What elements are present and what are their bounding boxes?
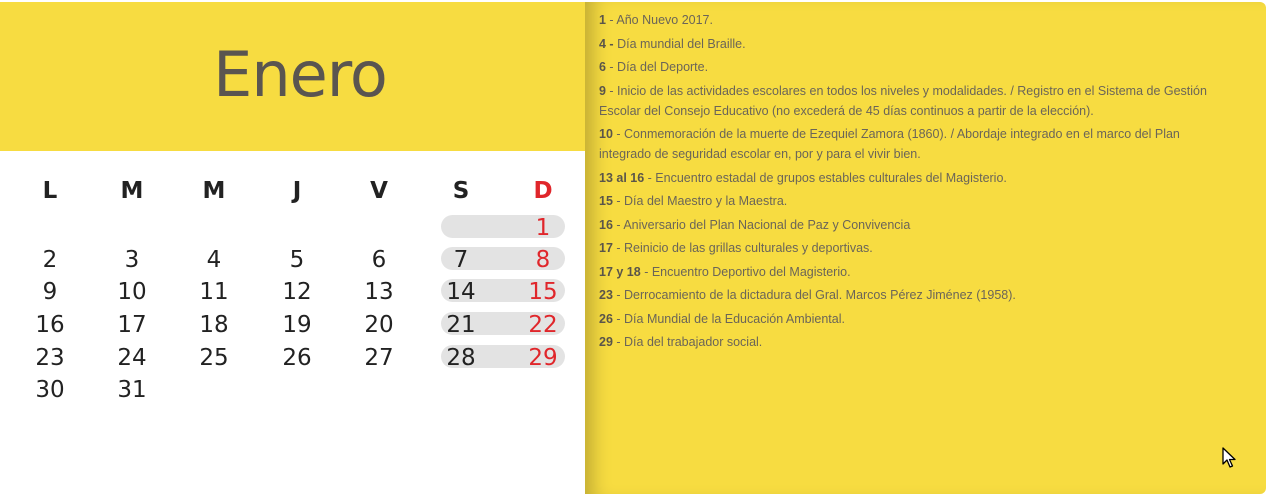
calendar-day[interactable]: 2 [42, 247, 58, 273]
event-item [599, 285, 1224, 305]
event-day: 10 [599, 127, 613, 141]
event-text: - Encuentro Deportivo del Magisterio. [640, 264, 851, 279]
weekday-header: S [452, 178, 470, 204]
event-text: - Día del Deporte. [605, 60, 709, 74]
calendar-day[interactable]: 11 [199, 279, 229, 305]
event-item [599, 262, 1224, 282]
calendar-day[interactable]: 13 [364, 279, 394, 305]
calendar-day[interactable]: 6 [371, 247, 387, 273]
month-title: Enero [213, 38, 387, 111]
event-item [599, 57, 1224, 77]
event-text: - Inicio de las actividades escolares en todos los niveles y modalidades. / Registro en el Sistema de Gestión Escolar del Consejo Educativo (no excederá de 45 días continuos a partir de la elección). [599, 83, 1207, 118]
event-text: - Día del Maestro y la Maestra. [612, 194, 788, 208]
event-day: 17 [599, 241, 613, 255]
event-day: 4 - [599, 36, 614, 51]
event-item [599, 124, 1224, 164]
event-item [599, 332, 1224, 352]
calendar-day[interactable]: 24 [117, 345, 147, 371]
weekday-header: V [370, 178, 388, 204]
calendar-day[interactable]: 31 [117, 377, 147, 403]
event-text: - Reinicio de las grillas culturales y deportivas. [612, 241, 873, 255]
calendar-day[interactable]: 14 [446, 279, 476, 305]
calendar-day[interactable]: 15 [528, 279, 558, 305]
event-text: - Aniversario del Plan Nacional de Paz y Convivencia [612, 217, 911, 232]
event-text: - Conmemoración de la muerte de Ezequiel Zamora (1860). / Abordaje integrado en el marco del Plan integrado de seguridad escolar en, por y para el vivir bien. [599, 127, 1180, 161]
events-list [599, 10, 1224, 356]
calendar-day[interactable]: 22 [528, 312, 558, 338]
calendar-day[interactable]: 27 [364, 345, 394, 371]
weekday-header: M [120, 178, 144, 204]
calendar-day[interactable]: 19 [282, 312, 312, 338]
weekday-header: D [533, 178, 553, 204]
event-item [599, 81, 1224, 121]
event-item [599, 10, 1224, 30]
calendar-day[interactable]: 5 [289, 247, 305, 273]
weekday-header: M [202, 178, 226, 204]
calendar-day[interactable]: 25 [199, 345, 229, 371]
event-day: 13 al 16 [599, 170, 645, 185]
event-text: - Día Mundial de la Educación Ambiental. [612, 311, 845, 326]
event-day: 29 [599, 335, 613, 349]
calendar-day[interactable]: 29 [528, 345, 558, 371]
event-text: - Encuentro estadal de grupos estables culturales del Magisterio. [644, 170, 1007, 185]
mouse-pointer-icon [1222, 447, 1236, 469]
event-item [599, 191, 1224, 211]
event-item [599, 309, 1224, 329]
event-day: 23 [599, 288, 613, 302]
event-item [599, 168, 1224, 188]
calendar-day[interactable]: 8 [535, 247, 551, 273]
event-day: 16 [599, 217, 613, 232]
event-item [599, 34, 1224, 54]
calendar-day[interactable]: 1 [535, 215, 551, 241]
event-item [599, 215, 1224, 235]
calendar-day[interactable]: 4 [206, 247, 222, 273]
calendar-day[interactable]: 30 [35, 377, 65, 403]
weekday-header: L [42, 178, 58, 204]
month-header [0, 2, 585, 151]
event-item [599, 238, 1224, 258]
event-text: - Año Nuevo 2017. [605, 13, 713, 27]
calendar-day[interactable]: 23 [35, 345, 65, 371]
event-day: 17 y 18 [599, 264, 641, 279]
calendar-day[interactable]: 17 [117, 312, 147, 338]
calendar-day[interactable]: 26 [282, 345, 312, 371]
calendar-day[interactable]: 20 [364, 312, 394, 338]
calendar-day[interactable]: 7 [453, 247, 469, 273]
calendar-day[interactable]: 3 [124, 247, 140, 273]
event-day: 15 [599, 194, 613, 208]
calendar-day[interactable]: 16 [35, 312, 65, 338]
event-day: 9 [599, 83, 606, 98]
calendar-day[interactable]: 9 [42, 279, 58, 305]
calendar-day[interactable]: 18 [199, 312, 229, 338]
event-text: - Día del trabajador social. [612, 335, 763, 349]
event-day: 6 [599, 60, 606, 74]
event-day: 26 [599, 311, 613, 326]
calendar-day[interactable]: 28 [446, 345, 476, 371]
event-text: Día mundial del Braille. [613, 36, 746, 51]
event-day: 1 [599, 13, 606, 27]
event-text: - Derrocamiento de la dictadura del Gral. Marcos Pérez Jiménez (1958). [612, 288, 1016, 302]
calendar-day[interactable]: 21 [446, 312, 476, 338]
weekday-header: J [292, 178, 302, 204]
calendar-day[interactable]: 12 [282, 279, 312, 305]
calendar-day[interactable]: 10 [117, 279, 147, 305]
